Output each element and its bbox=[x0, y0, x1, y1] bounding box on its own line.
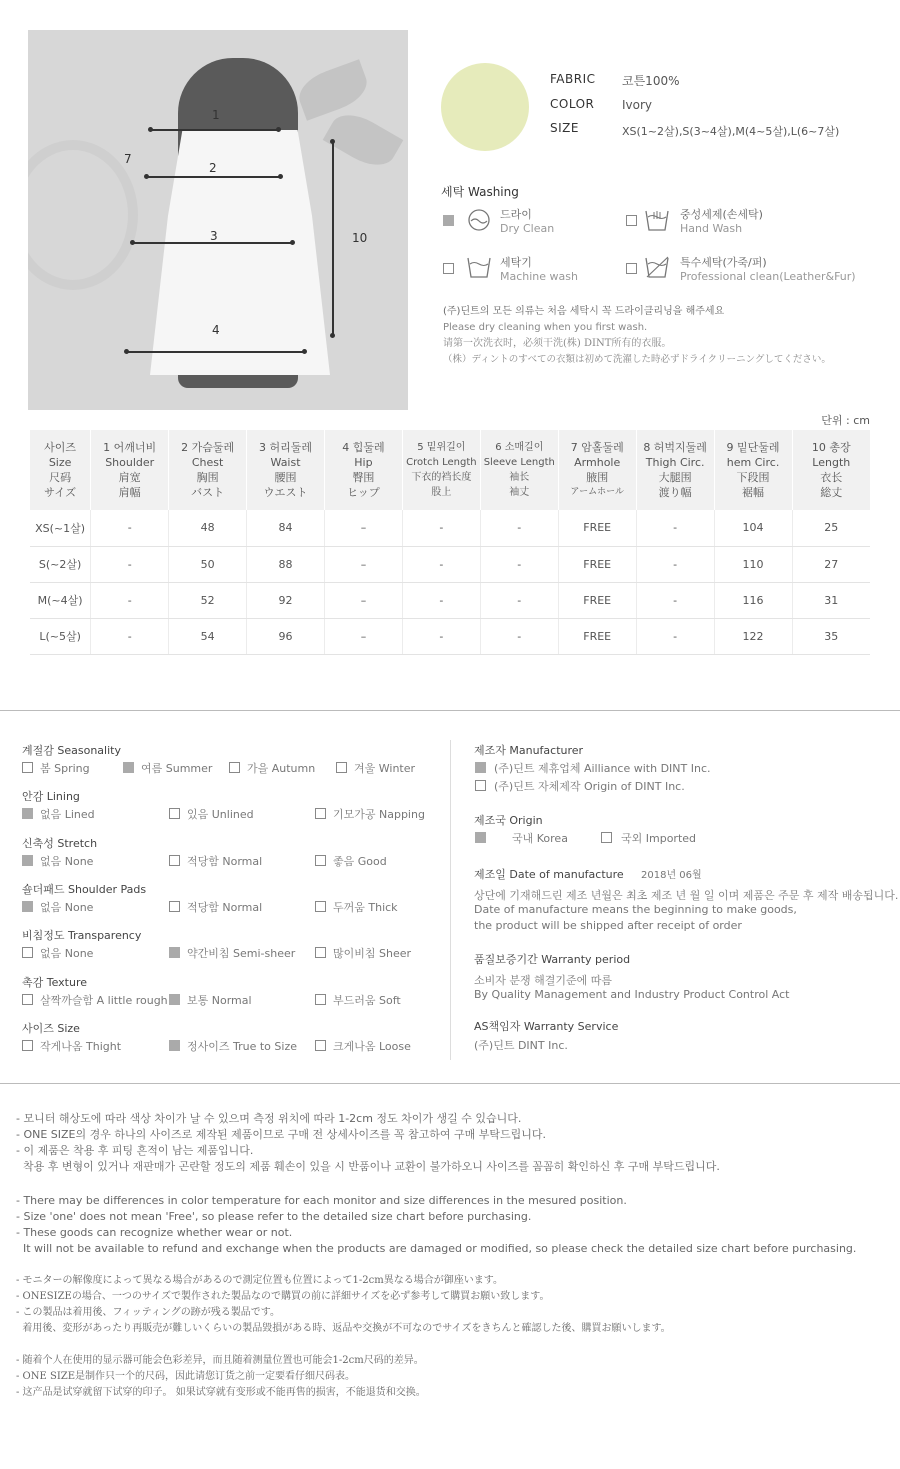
property-option-label: 없음 None bbox=[40, 901, 94, 914]
property-option-label: 좋음 Good bbox=[333, 855, 387, 868]
straw-bag-image bbox=[28, 140, 138, 290]
size-label: SIZE bbox=[550, 121, 579, 135]
manufacturer-origin-checkbox[interactable] bbox=[475, 780, 486, 791]
table-cell: FREE bbox=[558, 618, 636, 654]
measure-label-7: 7 bbox=[124, 152, 132, 166]
table-cell: - bbox=[480, 546, 558, 582]
manufacture-date-value: 2018년 06월 bbox=[641, 870, 702, 881]
origin-korea-label: 국내 Korea bbox=[512, 832, 568, 845]
table-cell: – bbox=[324, 618, 402, 654]
origin-imported-label: 국외 Imported bbox=[621, 832, 697, 845]
measure-line-shoulder bbox=[150, 129, 278, 131]
header-shoulder: 1 어깨너비 Shoulder 肩宽 肩幅 bbox=[91, 430, 169, 510]
header-crotch: 5 밑위길이 Crotch Length 下衣的裆长度 股上 bbox=[402, 430, 480, 510]
origin-title: 제조국 Origin bbox=[474, 814, 543, 827]
table-cell: M(~4살) bbox=[30, 582, 91, 618]
measure-dot bbox=[278, 174, 283, 179]
measure-dot bbox=[330, 139, 335, 144]
property-option-label: 크게나옴 Loose bbox=[333, 1040, 411, 1053]
table-cell: 25 bbox=[792, 510, 870, 546]
table-cell: FREE bbox=[558, 582, 636, 618]
property-checkbox[interactable] bbox=[336, 762, 347, 773]
color-value: Ivory bbox=[622, 98, 653, 112]
measure-line-hem bbox=[126, 351, 304, 353]
table-cell: - bbox=[402, 618, 480, 654]
property-option-label: 없음 None bbox=[40, 947, 94, 960]
washing-notes: (주)딘트의 모든 의류는 처음 세탁시 꼭 드라이클리닝을 해주세요 Please dry cleaning when you first wash. 请第一次洗衣时，必须干洗(株) DINT所有的衣服。 （株）ディントのすべての衣類は初めて洗濯した時必ずドライクリーニングしてください。 bbox=[443, 306, 831, 365]
property-checkbox[interactable] bbox=[315, 808, 326, 819]
color-label: COLOR bbox=[550, 97, 595, 111]
table-cell: - bbox=[480, 510, 558, 546]
leaf-image bbox=[293, 59, 372, 121]
dress-image bbox=[150, 130, 330, 375]
wash-machine-text: 세탁기 Machine wash bbox=[500, 256, 578, 283]
table-cell: 84 bbox=[247, 510, 325, 546]
warranty-title: 품질보증기간 Warranty period bbox=[474, 953, 631, 966]
table-cell: 116 bbox=[714, 582, 792, 618]
property-option-label: 두꺼움 Thick bbox=[333, 901, 398, 914]
table-cell: XS(~1살) bbox=[30, 510, 91, 546]
header-waist: 3 허리둘레 Waist 腰围 ウエスト bbox=[247, 430, 325, 510]
fabric-swatch bbox=[441, 63, 529, 151]
table-cell: FREE bbox=[558, 546, 636, 582]
table-cell: 52 bbox=[169, 582, 247, 618]
hand-wash-icon bbox=[644, 209, 670, 231]
wash-hand-checkbox[interactable] bbox=[626, 215, 637, 226]
table-row bbox=[30, 582, 870, 618]
property-checkbox[interactable] bbox=[22, 901, 33, 912]
table-cell: – bbox=[324, 510, 402, 546]
table-cell: – bbox=[324, 582, 402, 618]
property-checkbox[interactable] bbox=[315, 994, 326, 1005]
header-sleeve: 6 소매길이 Sleeve Length 袖长 袖丈 bbox=[480, 430, 558, 510]
measure-label-4: 4 bbox=[212, 323, 220, 337]
header-thigh: 8 허벅지둘레 Thigh Circ. 大腿围 渡り幅 bbox=[636, 430, 714, 510]
property-option-label: 많이비침 Sheer bbox=[333, 947, 412, 960]
property-option-label: 보통 Normal bbox=[187, 994, 252, 1007]
machine-wash-icon bbox=[466, 256, 492, 278]
wash-professional-checkbox[interactable] bbox=[626, 263, 637, 274]
property-option-label: 정사이즈 True to Size bbox=[187, 1040, 297, 1053]
manufacture-date-note: Date of manufacture means the beginning to make goods, bbox=[474, 903, 797, 916]
wash-hand-text: 중성세제(손세탁) Hand Wash bbox=[680, 208, 763, 235]
manufacturer-title: 제조자 Manufacturer bbox=[474, 744, 584, 757]
table-cell: 110 bbox=[714, 546, 792, 582]
property-title: 사이즈 Size bbox=[22, 1022, 80, 1035]
manufacturer-alliance-checkbox[interactable] bbox=[475, 762, 486, 773]
header-hem: 9 밑단둘레 hem Circ. 下段围 裾幅 bbox=[714, 430, 792, 510]
manufacture-date-title: 제조일 Date of manufacture bbox=[474, 868, 624, 881]
manufacturer-origin-label: (주)딘트 자체제작 Origin of DINT Inc. bbox=[494, 780, 685, 793]
property-option-label: 있음 Unlined bbox=[187, 808, 254, 821]
disclaimer-korean: - 모니터 해상도에 따라 색상 차이가 날 수 있으며 측정 위치에 따라 1-2cm 정도 차이가 생길 수 있습니다. - ONE SIZE의 경우 하나의 사이즈로 제작된 제품이므로 구매 전 상세사이즈를 꼭 참고하여 구매 부탁드립니다. - 이 제품은 착용 후 피팅 흔적이 남는 제품입니다. 착용 후 변형이 있거나 재판매가 곤란할 정도의 제품 훼손이 있을 시 반품이나 교환이 불가하오니 사이즈를 꼼꼼히 확인하신 후 구매 부탁드립니다. bbox=[16, 1112, 720, 1173]
as-service-title: AS책임자 Warranty Service bbox=[474, 1020, 619, 1033]
property-checkbox[interactable] bbox=[123, 762, 134, 773]
property-option-label: 여름 Summer bbox=[141, 762, 213, 775]
property-option-label: 없음 Lined bbox=[40, 808, 95, 821]
header-length: 10 총장 Length 衣长 総丈 bbox=[792, 430, 870, 510]
table-cell: FREE bbox=[558, 510, 636, 546]
property-checkbox[interactable] bbox=[22, 808, 33, 819]
table-cell: 48 bbox=[169, 510, 247, 546]
table-row bbox=[30, 510, 870, 546]
property-option-label: 가을 Autumn bbox=[247, 762, 316, 775]
measure-line-length bbox=[332, 141, 334, 335]
property-option-label: 봄 Spring bbox=[40, 762, 90, 775]
origin-korea-checkbox[interactable] bbox=[475, 832, 486, 843]
column-divider bbox=[450, 740, 451, 1060]
table-row bbox=[30, 618, 870, 654]
product-photo bbox=[28, 30, 408, 410]
property-checkbox[interactable] bbox=[229, 762, 240, 773]
table-cell: 92 bbox=[247, 582, 325, 618]
wash-dry-checkbox[interactable] bbox=[443, 215, 454, 226]
table-cell: - bbox=[91, 582, 169, 618]
dry-clean-icon bbox=[466, 209, 492, 231]
size-table-header-row bbox=[30, 430, 870, 510]
professional-clean-icon bbox=[644, 256, 670, 278]
table-cell: 50 bbox=[169, 546, 247, 582]
property-option-label: 없음 None bbox=[40, 855, 94, 868]
header-armhole: 7 암홀둘레 Armhole 腋围 アームホール bbox=[558, 430, 636, 510]
table-cell: - bbox=[402, 582, 480, 618]
measure-dot bbox=[124, 349, 129, 354]
table-cell: - bbox=[636, 510, 714, 546]
table-cell: - bbox=[91, 510, 169, 546]
property-checkbox[interactable] bbox=[315, 901, 326, 912]
property-checkbox[interactable] bbox=[22, 855, 33, 866]
table-cell: - bbox=[636, 546, 714, 582]
as-service-value: (주)딘트 DINT Inc. bbox=[474, 1039, 568, 1052]
measure-dot bbox=[148, 127, 153, 132]
property-checkbox[interactable] bbox=[22, 1040, 33, 1051]
measure-label-2: 2 bbox=[209, 161, 217, 175]
table-cell: - bbox=[402, 510, 480, 546]
property-checkbox[interactable] bbox=[169, 855, 180, 866]
header-hip: 4 힙둘레 Hip 臀围 ヒップ bbox=[324, 430, 402, 510]
origin-imported-checkbox[interactable] bbox=[601, 832, 612, 843]
table-cell: - bbox=[402, 546, 480, 582]
measure-dot bbox=[290, 240, 295, 245]
property-option-label: 적당함 Normal bbox=[187, 855, 263, 868]
property-checkbox[interactable] bbox=[169, 994, 180, 1005]
property-title: 숄더패드 Shoulder Pads bbox=[22, 883, 147, 896]
table-cell: - bbox=[91, 618, 169, 654]
header-size: 사이즈 Size 尺码 サイズ bbox=[30, 430, 91, 510]
property-title: 촉감 Texture bbox=[22, 976, 88, 989]
property-checkbox[interactable] bbox=[315, 947, 326, 958]
measure-dot bbox=[276, 127, 281, 132]
washing-title: 세탁 Washing bbox=[441, 185, 519, 199]
property-title: 신축성 Stretch bbox=[22, 837, 98, 850]
disclaimer-english: - There may be differences in color temperature for each monitor and size differences in the mesured position. - Size 'one' does not mean 'Free', so please refer to the detailed size chart before purchasing. - These goods can recognize whether wear or not. It will not be available to refund and exchange when the products are damaged or modified, so please check the detailed size chart before purchasing. bbox=[16, 1194, 857, 1255]
measure-dot bbox=[330, 333, 335, 338]
table-cell: 31 bbox=[792, 582, 870, 618]
warranty-text: By Quality Management and Industry Product Control Act bbox=[474, 988, 790, 1001]
property-checkbox[interactable] bbox=[169, 947, 180, 958]
size-value: XS(1~2살),S(3~4살),M(4~5살),L(6~7살) bbox=[622, 125, 840, 138]
property-option-label: 기모가공 Napping bbox=[333, 808, 425, 821]
fabric-value: 코튼100% bbox=[622, 74, 680, 88]
table-cell: - bbox=[636, 618, 714, 654]
measure-dot bbox=[144, 174, 149, 179]
property-checkbox[interactable] bbox=[315, 855, 326, 866]
fabric-label: FABRIC bbox=[550, 72, 596, 86]
measure-line-chest bbox=[146, 176, 280, 178]
property-checkbox[interactable] bbox=[169, 808, 180, 819]
property-checkbox[interactable] bbox=[169, 901, 180, 912]
table-cell: 35 bbox=[792, 618, 870, 654]
table-cell: - bbox=[91, 546, 169, 582]
size-table bbox=[30, 430, 870, 655]
table-cell: 104 bbox=[714, 510, 792, 546]
manufacture-date-note: 상단에 기재해드린 제조 년월은 최초 제조 년 월 일 이며 제품은 주문 후 제작 배송됩니다. bbox=[474, 889, 899, 902]
manufacturer-alliance-label: (주)딘트 제휴업체 Ailliance with DINT Inc. bbox=[494, 762, 711, 775]
property-checkbox[interactable] bbox=[22, 994, 33, 1005]
property-checkbox[interactable] bbox=[315, 1040, 326, 1051]
property-option-label: 작게나옴 Thight bbox=[40, 1040, 122, 1053]
measure-dot bbox=[302, 349, 307, 354]
table-cell: - bbox=[480, 582, 558, 618]
measure-label-1: 1 bbox=[212, 108, 220, 122]
property-title: 안감 Lining bbox=[22, 790, 80, 803]
manufacture-date-note: the product will be shipped after receipt of order bbox=[474, 919, 742, 932]
property-option-label: 적당함 Normal bbox=[187, 901, 263, 914]
section-divider bbox=[0, 1083, 900, 1084]
table-cell: 122 bbox=[714, 618, 792, 654]
wash-professional-text: 특수세탁(가죽/퍼) Professional clean(Leather&Fur) bbox=[680, 256, 856, 283]
property-checkbox[interactable] bbox=[22, 947, 33, 958]
property-title: 비침정도 Transparency bbox=[22, 929, 142, 942]
property-option-label: 부드러움 Soft bbox=[333, 994, 401, 1007]
property-checkbox[interactable] bbox=[22, 762, 33, 773]
table-cell: - bbox=[636, 582, 714, 618]
table-cell: 27 bbox=[792, 546, 870, 582]
header-chest: 2 가슴둘레 Chest 胸围 バスト bbox=[169, 430, 247, 510]
property-option-label: 약간비침 Semi-sheer bbox=[187, 947, 296, 960]
table-cell: – bbox=[324, 546, 402, 582]
property-checkbox[interactable] bbox=[169, 1040, 180, 1051]
measure-label-3: 3 bbox=[210, 229, 218, 243]
unit-label: 단위 : cm bbox=[821, 414, 870, 427]
table-cell: 88 bbox=[247, 546, 325, 582]
disclaimer-chinese: - 随着个人在使用的显示器可能会色彩差异，而且随着测量位置也可能会1-2cm尺码的差异。 - ONE SIZE是制作只一个的尺码，因此请您订货之前一定要看仔细尺码表。 - 这产品是试穿就留下试穿的印子。 如果试穿就有变形或不能再售的损害，不能退货和交换。 bbox=[16, 1355, 426, 1398]
property-option-label: 겨울 Winter bbox=[354, 762, 416, 775]
table-row bbox=[30, 546, 870, 582]
table-cell: L(~5살) bbox=[30, 618, 91, 654]
measure-label-10: 10 bbox=[352, 231, 368, 245]
table-cell: 96 bbox=[247, 618, 325, 654]
warranty-text: 소비자 분쟁 해결기준에 따름 bbox=[474, 974, 613, 987]
section-divider bbox=[0, 710, 900, 711]
table-cell: S(~2살) bbox=[30, 546, 91, 582]
table-cell: - bbox=[480, 618, 558, 654]
wash-dry-text: 드라이 Dry Clean bbox=[500, 208, 555, 235]
property-option-label: 살짝까슬함 A little rough bbox=[40, 994, 168, 1007]
measure-dot bbox=[130, 240, 135, 245]
disclaimer-japanese: - モニターの解像度によって異なる場合があるので測定位置も位置によって1-2cm異なる場合が御座います。 - ONESIZEの場合、一つのサイズで製作された製品なので購買の前に詳細サイズを必ず参考して購買お願い致します。 - この製品は着用後、フィッティングの跡が残る製品です。 着用後、変形があったり再販売が難しいくらいの製品毀損がある時、返品や交換が不可なのでサイズをきちんと確認した後、購買お願いします。 bbox=[16, 1275, 671, 1334]
wash-machine-checkbox[interactable] bbox=[443, 263, 454, 274]
table-cell: 54 bbox=[169, 618, 247, 654]
property-title: 계절감 Seasonality bbox=[22, 744, 121, 757]
